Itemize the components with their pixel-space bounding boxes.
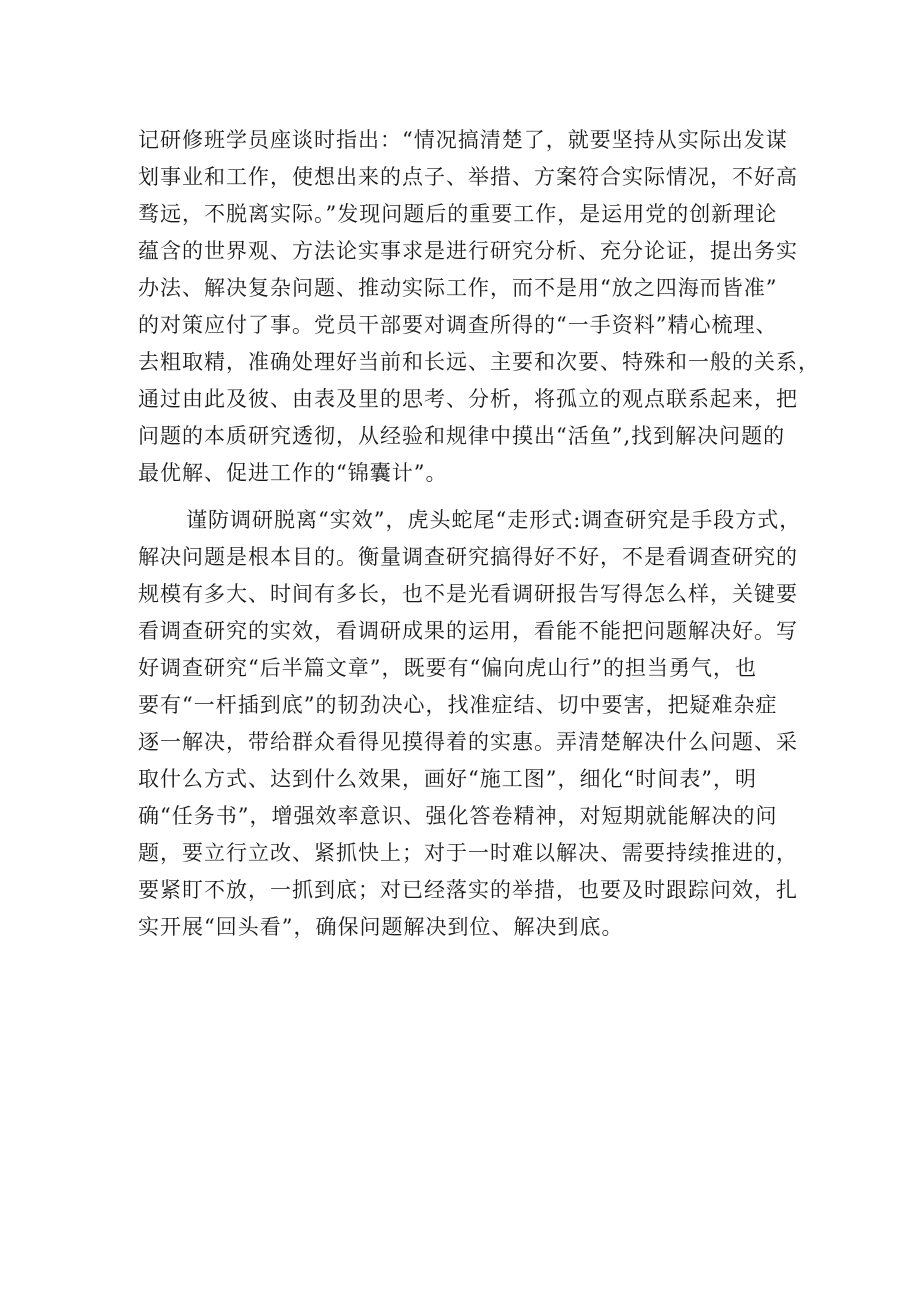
paragraph-line: 好调查研究“后半篇文章”，既要有“偏向虎山行”的担当勇气，也 — [138, 656, 757, 680]
paragraph-line: 解决问题是根本目的。衡量调查研究搞得好不好，不是看调查研究的 — [138, 545, 798, 569]
paragraph-line: 规模有多大、时间有多长，也不是光看调研报告写得怎么样，关键要 — [138, 582, 798, 606]
paragraph-line: 谨防调研脱离“实效”，虎头蛇尾“走形式:调查研究是手段方式， — [186, 508, 802, 532]
paragraph-line: 最优解、促进工作的“锦囊计”。 — [138, 461, 448, 485]
paragraph-line: 要紧盯不放，一抓到底；对已经落实的举措，也要及时跟踪问效，扎 — [138, 878, 798, 902]
paragraph-line: 实开展“回头看”，确保问题解决到位、解决到底。 — [138, 915, 624, 939]
paragraph-line: 蕴含的世界观、方法论实事求是进行研究分析、充分论证，提出务实 — [138, 239, 798, 263]
paragraph-line: 办法、解决复杂问题、推动实际工作，而不是用“放之四海而皆准” — [138, 276, 778, 300]
paragraph-1 — [138, 122, 828, 492]
paragraph-line: 要有“一杆插到底”的韧劲决心，找准症结、切中要害，把疑难杂症 — [138, 693, 778, 717]
paragraph-line: 通过由此及彼、由表及里的思考、分析，将孤立的观点联系起来，把 — [138, 387, 798, 411]
paragraph-line: 问题的本质研究透彻，从经验和规律中摸出“活鱼”,找到解决问题的 — [138, 424, 786, 448]
paragraph-line: 记研修班学员座谈时指出：“情况搞清楚了，就要坚持从实际出发谋 — [138, 128, 788, 152]
document-body — [138, 122, 828, 946]
paragraph-line: 题，要立行立改、紧抓快上；对于一时难以解决、需要持续推进的， — [138, 841, 798, 865]
paragraph-line: 去粗取精，准确处理好当前和长远、主要和次要、特殊和一般的关系， — [138, 350, 820, 374]
paragraph-line: 的对策应付了事。党员干部要对调查所得的“一手资料”精心梳理、 — [138, 313, 778, 337]
paragraph-2 — [138, 502, 828, 946]
paragraph-line: 划事业和工作，使想出来的点子、举措、方案符合实际情况，不好高 — [138, 165, 798, 189]
paragraph-spacer — [138, 492, 828, 502]
paragraph-line: 看调查研究的实效，看调研成果的运用，看能不能把问题解决好。写 — [138, 619, 798, 643]
paragraph-line: 确“任务书”，增强效率意识、强化答卷精神，对短期就能解决的问 — [138, 804, 778, 828]
paragraph-line: 逐一解决，带给群众看得见摸得着的实惠。弄清楚解决什么问题、采 — [138, 730, 798, 754]
paragraph-line: 骛远，不脱离实际。”发现问题后的重要工作，是运用党的创新理论 — [138, 202, 778, 226]
paragraph-line: 取什么方式、达到什么效果，画好“施工图”，细化“时间表”，明 — [138, 767, 757, 791]
